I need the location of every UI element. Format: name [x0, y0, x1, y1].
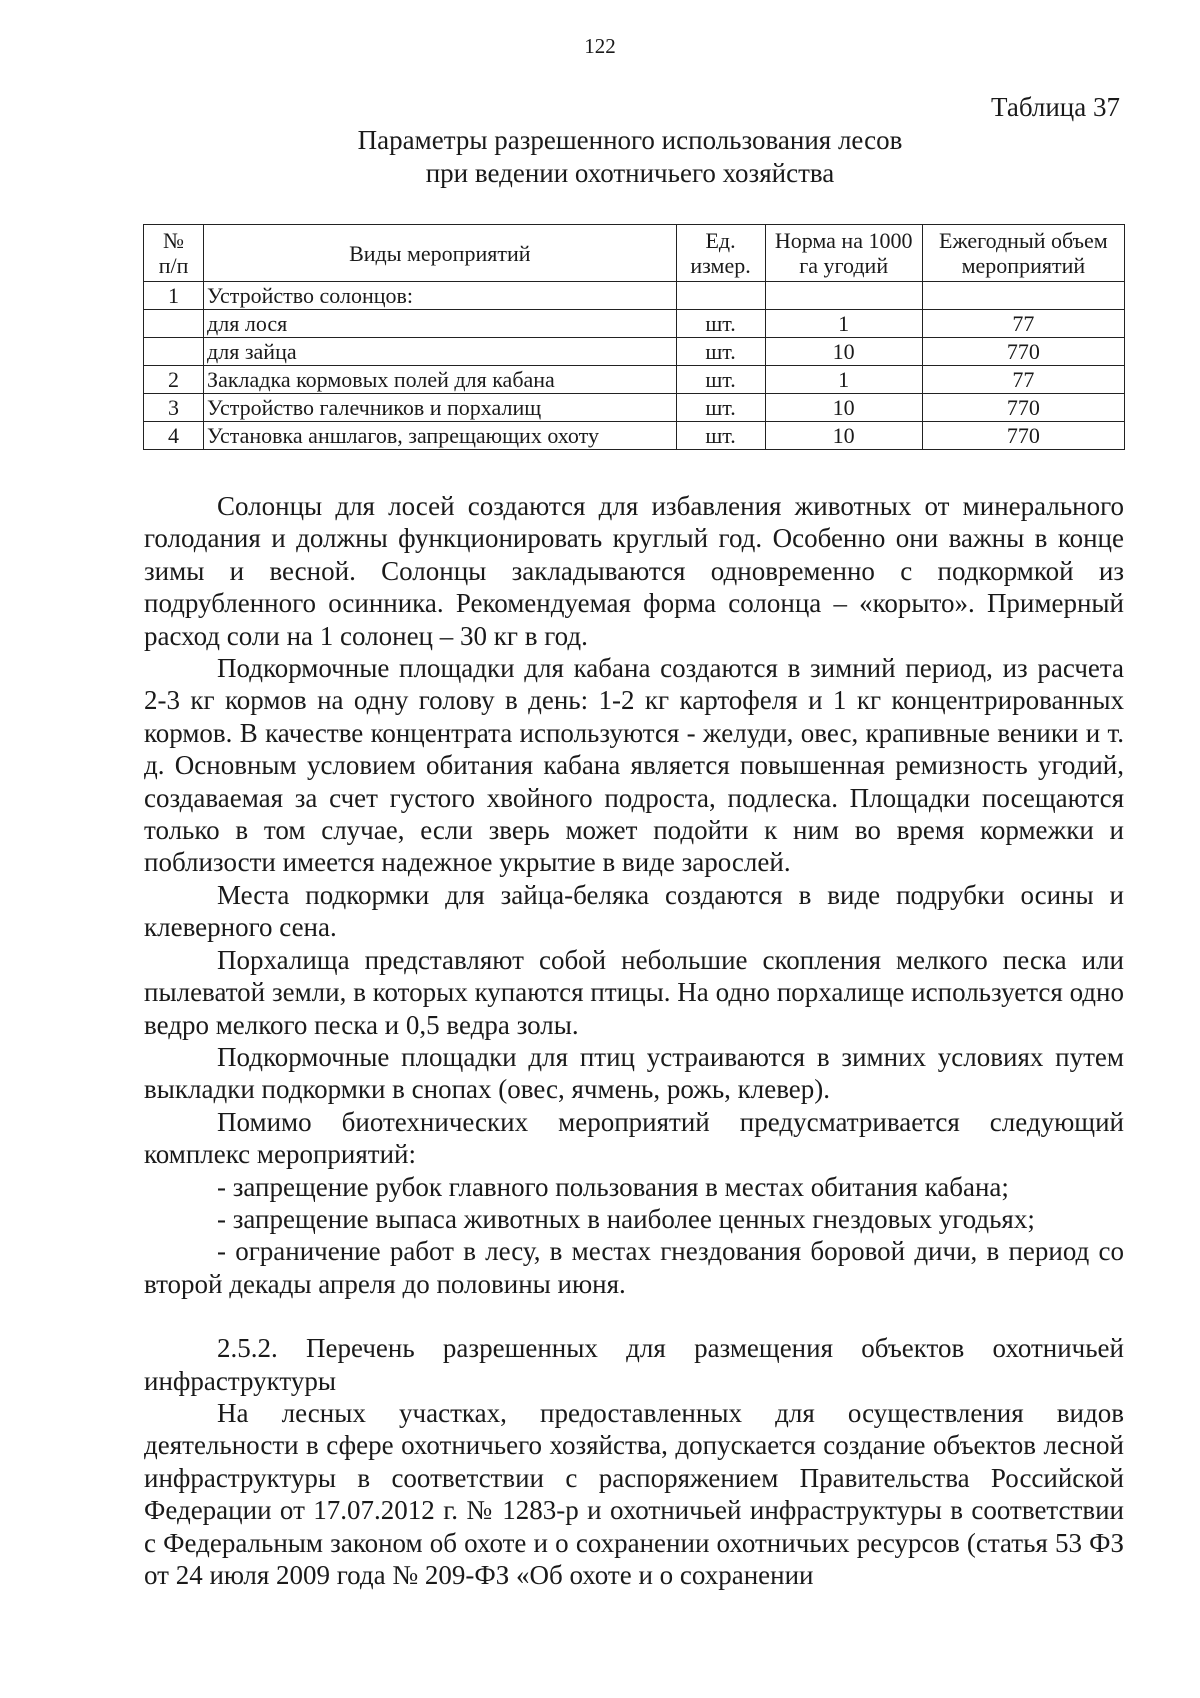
paragraph: Солонцы для лосей создаются для избавления животных от минерального голодания и должны функционировать круглый год. Особенно они важны в конце зимы и весной. Солонцы закладываются одновременно с подкормкой из подрубленного осинника. Рекомендуемая форма солонца – «корыто». Примерный расход соли на 1 солонец – 30 кг в год. — [144, 491, 1124, 651]
cell-unit: шт. — [676, 366, 765, 394]
cell-norm: 10 — [765, 338, 922, 366]
cell-volume: 770 — [922, 394, 1124, 422]
cell-name: Установка аншлагов, запрещающих охоту — [204, 422, 676, 450]
cell-name: Закладка кормовых полей для кабана — [204, 366, 676, 394]
paragraph: - ограничение работ в лесу, в местах гнездования боровой дичи, в период со второй декады апреля до половины июня. — [144, 1236, 1124, 1299]
cell-norm: 1 — [765, 310, 922, 338]
cell-unit: шт. — [676, 338, 765, 366]
cell-num: 2 — [144, 366, 204, 394]
table-title — [0, 124, 1200, 190]
paragraph: Места подкормки для зайца-беляка создаются в виде подрубки осины и клеверного сена. — [144, 879, 1124, 943]
header-norm: Норма на 1000 га угодий — [765, 225, 922, 282]
paragraph: Помимо биотехнических мероприятий предусматривается следующий комплекс мероприятий: — [144, 1106, 1124, 1170]
table-label: Таблица 37 — [991, 92, 1120, 122]
header-volume: Ежегодный объем мероприятий — [922, 225, 1124, 282]
table-row — [144, 366, 1125, 394]
table-row — [144, 310, 1125, 338]
cell-name: Устройство солонцов: — [204, 282, 676, 310]
paragraph: Подкормочные площадки для птиц устраиваются в зимних условиях путем выкладки подкормки в снопах (овес, ячмень, рожь, клевер). — [144, 1041, 1124, 1105]
cell-num — [144, 338, 204, 366]
cell-unit: шт. — [676, 310, 765, 338]
paragraph: - запрещение рубок главного пользования в местах обитания кабана; — [217, 1171, 1009, 1202]
cell-num: 1 — [144, 282, 204, 310]
cell-num — [144, 310, 204, 338]
cell-name: Устройство галечников и порхалищ — [204, 394, 676, 422]
body-text — [144, 490, 1124, 1591]
cell-norm: 10 — [765, 422, 922, 450]
cell-volume — [922, 282, 1124, 310]
cell-norm — [765, 282, 922, 310]
cell-norm: 10 — [765, 394, 922, 422]
cell-volume: 770 — [922, 338, 1124, 366]
table-row — [144, 282, 1125, 310]
paragraph: Подкормочные площадки для кабана создаются в зимний период, из расчета 2-3 кг кормов на одну голову в день: 1-2 кг картофеля и 1 кг концентрированных кормов. В качестве концентрата используются - желуди, овес, крапивные веники и т. д. Основным условием обитания кабана является повышенная ремизность угодий, создаваемая за счет густого хвойного подроста, подлеска. Площадки посещаются только в том случае, если зверь может подойти к ним во время кормежки и поблизости имеется надежное укрытие в виде зарослей. — [144, 653, 1124, 878]
table-header-row — [144, 225, 1125, 282]
header-unit: Ед. измер. — [676, 225, 765, 282]
cell-unit: шт. — [676, 394, 765, 422]
header-num: № п/п — [144, 225, 204, 282]
table-row — [144, 338, 1125, 366]
cell-num: 4 — [144, 422, 204, 450]
cell-num: 3 — [144, 394, 204, 422]
table-title-line: при ведении охотничьего хозяйства — [425, 158, 835, 188]
parameters-table — [143, 224, 1125, 450]
cell-name: для зайца — [204, 338, 676, 366]
table-row — [144, 394, 1125, 422]
section-heading: 2.5.2. Перечень разрешенных для размещения объектов охотничьей инфраструктуры — [144, 1333, 1124, 1396]
cell-volume: 77 — [922, 366, 1124, 394]
paragraph: Порхалища представляют собой небольшие скопления мелкого песка или пылеватой земли, в которых купаются птицы. На одно порхалище используется одно ведро мелкого песка и 0,5 ведра золы. — [144, 944, 1124, 1040]
cell-unit: шт. — [676, 422, 765, 450]
page-number: 122 — [584, 34, 616, 58]
cell-volume: 770 — [922, 422, 1124, 450]
cell-norm: 1 — [765, 366, 922, 394]
cell-unit — [676, 282, 765, 310]
cell-volume: 77 — [922, 310, 1124, 338]
cell-name: для лося — [204, 310, 676, 338]
table-row — [144, 422, 1125, 450]
header-name: Виды мероприятий — [204, 225, 676, 282]
table-title-line: Параметры разрешенного использования лесов — [357, 125, 903, 155]
paragraph: - запрещение выпаса животных в наиболее ценных гнездовых угодьях; — [217, 1203, 1035, 1234]
paragraph: На лесных участках, предоставленных для осуществления видов деятельности в сфере охотничьего хозяйства, допускается создание объектов лесной инфраструктуры в соответствии с распоряжением Правительства Российской Федерации от 17.07.2012 г. № 1283-р и охотничьей инфраструктуры в соответствии с Федеральным законом об охоте и о сохранении охотничьих ресурсов (статья 53 ФЗ от 24 июля 2009 года № 209-ФЗ «Об охоте и о сохранении — [144, 1397, 1124, 1590]
